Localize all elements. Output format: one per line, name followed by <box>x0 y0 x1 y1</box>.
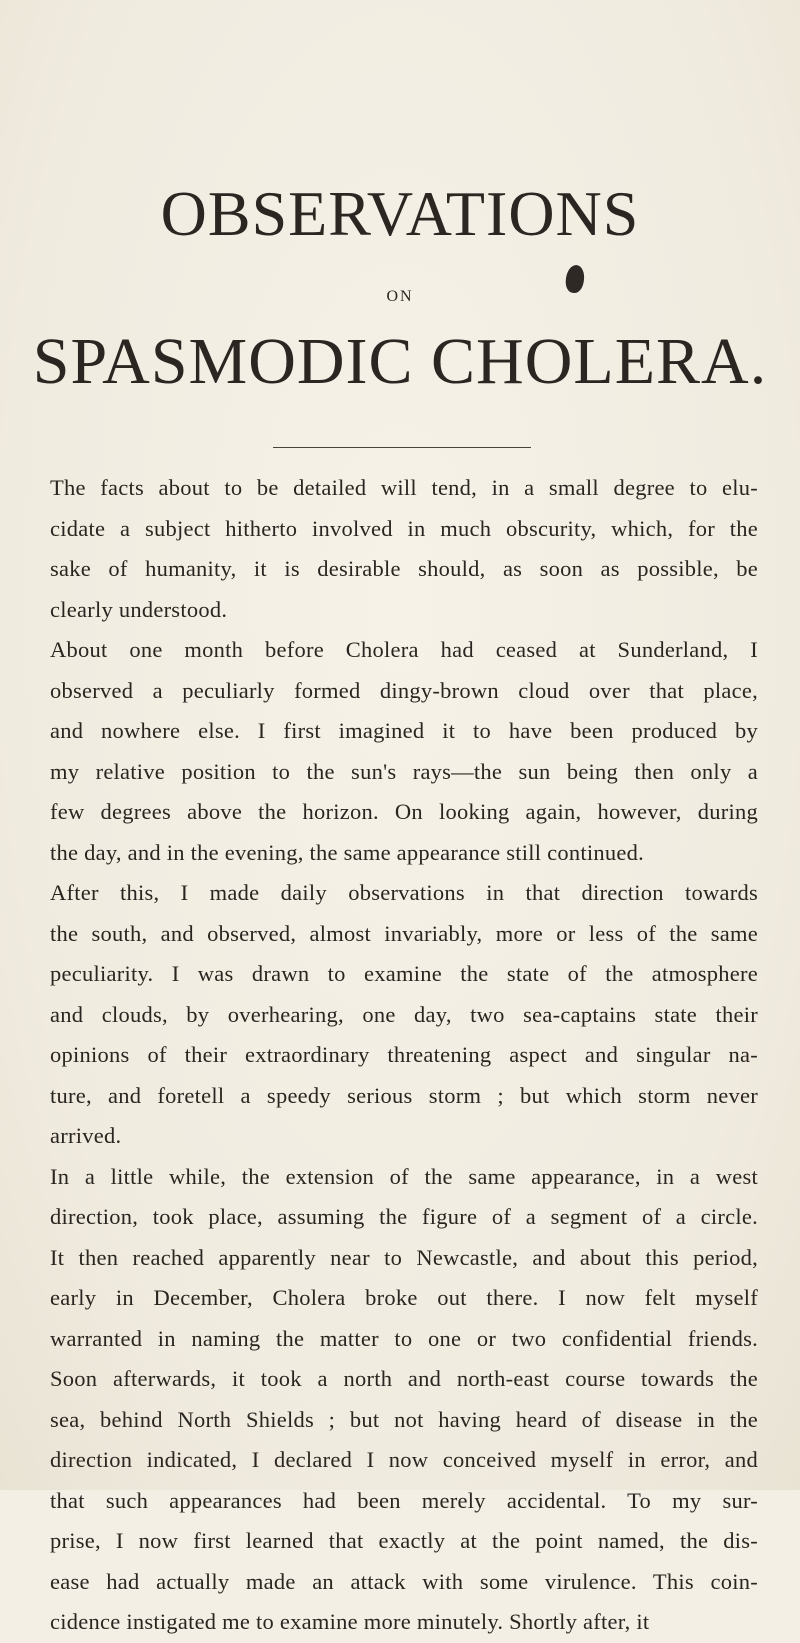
paragraph-4-line-7: sea, behind North Shields ; but not having heard of disease in the <box>50 1406 758 1432</box>
paragraph-4-line-2: direction, took place, assuming the figure of a segment of a circle. <box>50 1204 758 1229</box>
paragraph-2-line-6: the day, and in the evening, the same appearance still continued. <box>50 839 644 865</box>
paragraph-2-line-4: my relative position to the sun's rays—the sun being then only a <box>50 758 758 784</box>
paragraph-2-line-5: few degrees above the horizon. On looking again, however, during <box>50 799 758 824</box>
body-text <box>50 468 758 1643</box>
paragraph-4-line-10: prise, I now first learned that exactly at the point named, the dis- <box>50 1528 758 1553</box>
paragraph-3-line-7: arrived. <box>50 1123 122 1148</box>
paragraph-3-line-3: peculiarity. I was drawn to examine the state of the atmosphere <box>50 961 758 986</box>
paragraph-3-line-1: After this, I made daily observations in that direction towards <box>50 880 758 905</box>
paragraph-3-line-4: and clouds, by overhearing, one day, two sea-captains state their <box>50 1001 758 1027</box>
paragraph-4-line-5: warranted in naming the matter to one or two confidential friends. <box>50 1325 758 1351</box>
paragraph-1-line-2: cidate a subject hitherto involved in much obscurity, which, for the <box>50 515 758 541</box>
paragraph-4-line-3: It then reached apparently near to Newcastle, and about this period, <box>50 1244 758 1270</box>
paragraph-2-line-2: observed a peculiarly formed dingy-brown cloud over that place, <box>50 677 758 703</box>
paragraph-1-line-1: The facts about to be detailed will tend, in a small degree to elu- <box>50 475 758 500</box>
paragraph-4-line-8: direction indicated, I declared I now conceived myself in error, and <box>50 1447 758 1472</box>
title-connector: ON <box>386 288 414 305</box>
paragraph-1-line-4: clearly understood. <box>50 596 228 622</box>
paragraph-4-line-6: Soon afterwards, it took a north and north-east course towards the <box>50 1366 758 1391</box>
title-divider-rule <box>273 447 531 448</box>
paragraph-3-line-6: ture, and foretell a speedy serious storm ; but which storm never <box>50 1082 758 1108</box>
document-subtitle: SPASMODIC CHOLERA. <box>32 325 768 398</box>
document-title: OBSERVATIONS <box>160 178 640 249</box>
paragraph-3-line-5: opinions of their extraordinary threatening aspect and singular na- <box>50 1042 758 1067</box>
paragraph-3-line-2: the south, and observed, almost invariably, more or less of the same <box>50 920 758 946</box>
paragraph-4-line-1: In a little while, the extension of the same appearance, in a west <box>50 1163 758 1189</box>
paragraph-2-line-1: About one month before Cholera had ceased at Sunderland, I <box>50 637 758 662</box>
paragraph-1-line-3: sake of humanity, it is desirable should, as soon as possible, be <box>50 556 758 581</box>
paragraph-4-line-12: cidence instigated me to examine more minutely. Shortly after, it <box>50 1609 650 1634</box>
paragraph-4-line-4: early in December, Cholera broke out there. I now felt myself <box>50 1285 758 1310</box>
paragraph-4-line-11: ease had actually made an attack with some virulence. This coin- <box>50 1568 758 1594</box>
paragraph-2-line-3: and nowhere else. I first imagined it to have been produced by <box>50 718 758 743</box>
paragraph-4-line-9: that such appearances had been merely accidental. To my sur- <box>50 1487 758 1513</box>
